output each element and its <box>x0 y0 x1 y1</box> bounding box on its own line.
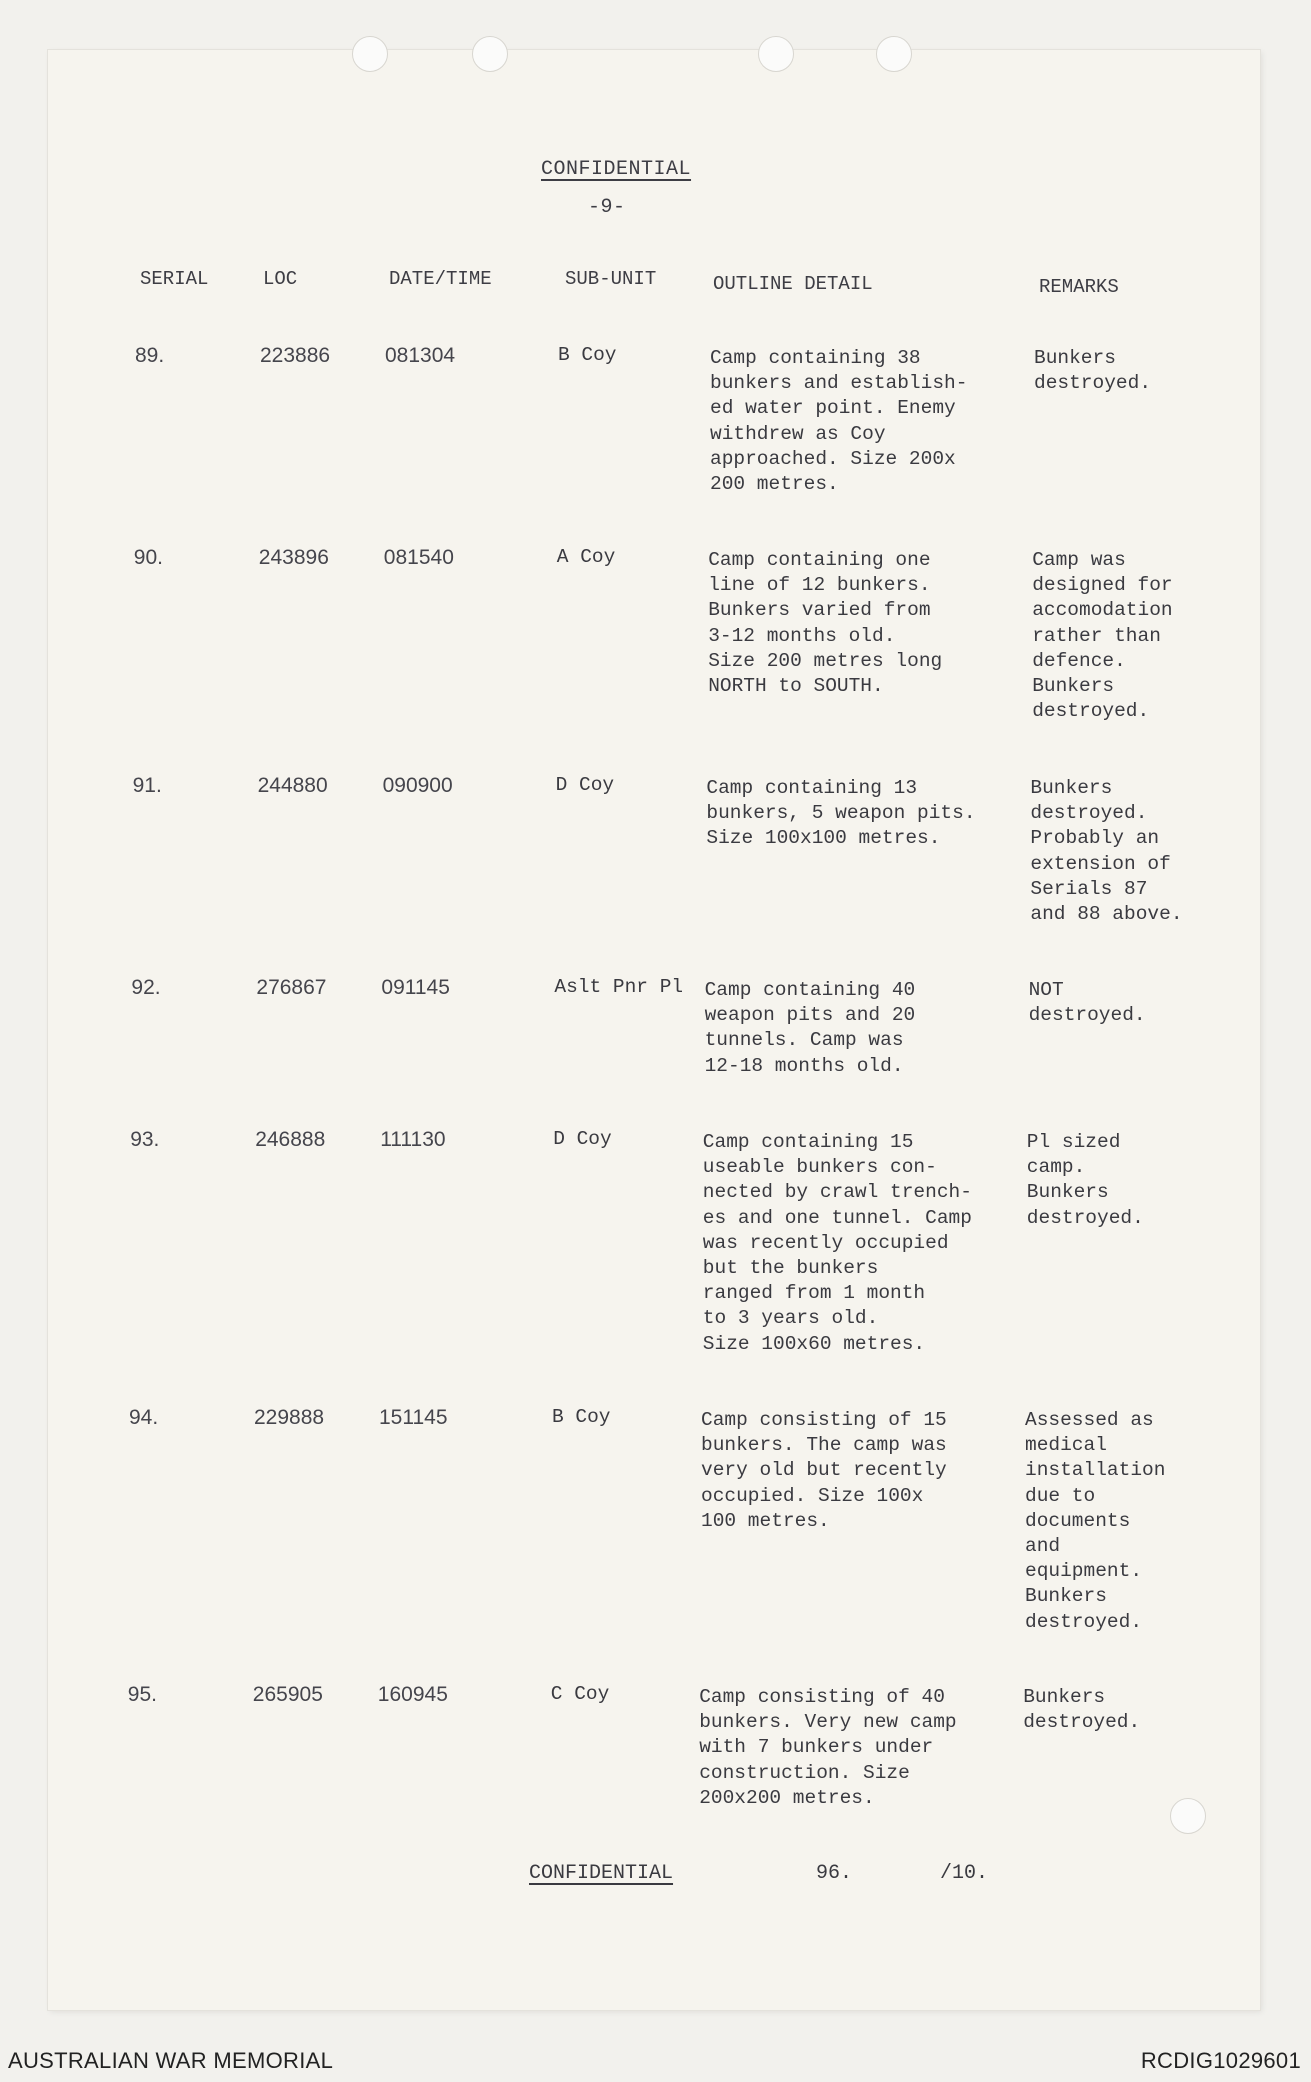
loc-cell: 243896 <box>258 546 329 569</box>
remarks-line: defence. <box>1032 649 1126 672</box>
detail-line: nected by crawl trench- <box>702 1181 972 1204</box>
subunit-cell: B Coy <box>558 344 617 366</box>
remarks-line: Bunkers <box>1032 675 1115 698</box>
column-header-remarks: REMARKS <box>1039 276 1119 298</box>
detail-line: NORTH to SOUTH. <box>708 675 884 698</box>
detail-line: ranged from 1 month <box>702 1282 926 1305</box>
subunit-cell: Aslt Pnr Pl <box>554 976 684 998</box>
detail-line: occupied. Size 100x <box>701 1484 924 1507</box>
serial-cell: 89. <box>135 344 165 367</box>
subunit-cell: D Coy <box>555 774 615 796</box>
detail-line: 200x200 metres. <box>699 1786 875 1809</box>
detail-line: Camp containing 13 <box>706 777 918 799</box>
datetime-cell: 091145 <box>381 976 450 999</box>
remarks-cell <box>1023 1685 1140 1735</box>
serial-cell: 94. <box>129 1406 159 1429</box>
remarks-cell <box>1030 776 1182 927</box>
outline-detail-cell <box>710 346 967 497</box>
remarks-line: Bunkers <box>1025 1585 1107 1608</box>
remarks-line: destroyed. <box>1032 700 1150 723</box>
detail-line: tunnels. Camp was <box>704 1029 904 1052</box>
loc-cell: 244880 <box>257 774 328 797</box>
detail-line: was recently occupied <box>702 1231 949 1254</box>
next-page-ref: /10. <box>940 1862 989 1885</box>
detail-line: 12-18 months old. <box>704 1054 904 1077</box>
datetime-cell: 090900 <box>382 774 453 797</box>
detail-line: line of 12 bunkers. <box>708 574 931 597</box>
remarks-line: installation <box>1025 1459 1166 1482</box>
detail-line: Camp consisting of 40 <box>699 1686 945 1708</box>
remarks-line: Bunkers <box>1034 347 1116 369</box>
remarks-line: Assessed as <box>1025 1409 1154 1431</box>
loc-cell: 276867 <box>256 976 327 999</box>
detail-line: approached. Size 200x <box>710 447 956 470</box>
remarks-line: destroyed. <box>1030 802 1148 825</box>
detail-line: to 3 years old. <box>702 1307 879 1330</box>
remarks-line: Pl sized <box>1026 1131 1121 1153</box>
detail-line: Camp containing 38 <box>710 347 921 369</box>
outline-detail-cell <box>703 1130 972 1357</box>
loc-cell: 265905 <box>252 1683 323 1706</box>
detail-line: but the bunkers <box>702 1257 879 1280</box>
detail-line: Size 100x60 metres. <box>702 1332 926 1355</box>
remarks-line: equipment. <box>1025 1560 1143 1583</box>
loc-cell: 246888 <box>255 1128 326 1151</box>
detail-line: bunkers and establish- <box>710 372 968 395</box>
datetime-cell: 081304 <box>385 344 456 367</box>
outline-detail-cell <box>701 1408 947 1534</box>
detail-line: Camp containing one <box>708 549 931 571</box>
subunit-cell: C Coy <box>550 1683 610 1705</box>
outline-detail-cell <box>708 548 942 699</box>
detail-line: 200 metres. <box>710 473 839 496</box>
archive-caption-left: AUSTRALIAN WAR MEMORIAL <box>8 2048 334 2073</box>
page-number: -9- <box>588 196 626 219</box>
detail-line: Size 100x100 metres. <box>706 827 941 850</box>
detail-line: very old but recently <box>701 1459 947 1482</box>
detail-line: construction. Size <box>699 1761 910 1784</box>
remarks-line: destroyed. <box>1023 1711 1141 1734</box>
outline-detail-cell <box>706 776 975 852</box>
remarks-line: rather than <box>1032 624 1161 647</box>
datetime-cell: 160945 <box>377 1683 448 1706</box>
detail-line: ed water point. Enemy <box>710 397 956 420</box>
remarks-line: and 88 above. <box>1030 903 1183 926</box>
subunit-cell: A Coy <box>556 546 616 568</box>
remarks-cell <box>1027 1130 1144 1231</box>
remarks-line: destroyed. <box>1034 372 1152 395</box>
classification-footer: CONFIDENTIAL <box>529 1862 674 1885</box>
remarks-line: and <box>1025 1535 1061 1558</box>
serial-cell: 90. <box>133 546 163 569</box>
detail-line: 3-12 months old. <box>708 624 896 647</box>
loc-cell: 223886 <box>260 344 331 367</box>
outline-detail-cell <box>699 1685 956 1811</box>
detail-line: Bunkers varied from <box>708 599 931 622</box>
remarks-line: destroyed. <box>1028 1004 1146 1027</box>
detail-line: with 7 bunkers under <box>699 1736 934 1759</box>
remarks-line: NOT <box>1028 979 1064 1001</box>
remarks-line: Serials 87 <box>1030 877 1148 900</box>
remarks-line: extension of <box>1030 852 1171 875</box>
archive-caption-right: RCDIG1029601 <box>1140 2048 1301 2073</box>
serial-cell: 93. <box>130 1128 160 1151</box>
detail-line: es and one tunnel. Camp <box>702 1206 972 1229</box>
column-header-subunit: SUB-UNIT <box>565 268 657 290</box>
punch-hole <box>758 36 794 72</box>
remarks-cell <box>1025 1408 1165 1635</box>
punch-hole <box>1170 1798 1206 1834</box>
remarks-cell <box>1032 548 1172 724</box>
subunit-cell: D Coy <box>553 1128 612 1150</box>
column-header-serial: SERIAL <box>140 268 209 290</box>
datetime-cell: 081540 <box>383 546 454 569</box>
punch-hole <box>352 36 388 72</box>
remarks-line: accomodation <box>1032 599 1173 622</box>
detail-line: weapon pits and 20 <box>704 1004 916 1027</box>
column-header-detail: OUTLINE DETAIL <box>713 273 873 295</box>
remarks-line: camp. <box>1026 1156 1086 1179</box>
detail-line: bunkers, 5 weapon pits. <box>706 802 976 825</box>
remarks-cell <box>1029 978 1146 1028</box>
detail-line: Size 200 metres long <box>708 649 943 672</box>
next-serial: 96. <box>816 1862 853 1885</box>
remarks-line: destroyed. <box>1026 1206 1144 1229</box>
remarks-line: designed for <box>1032 574 1173 597</box>
detail-line: bunkers. The camp was <box>701 1434 947 1457</box>
detail-line: useable bunkers con- <box>702 1156 937 1179</box>
detail-line: Camp containing 15 <box>702 1131 914 1153</box>
punch-hole <box>876 36 912 72</box>
detail-line: Camp consisting of 15 <box>701 1409 947 1431</box>
classification-header: CONFIDENTIAL <box>541 158 692 181</box>
detail-line: withdrew as Coy <box>710 422 886 445</box>
remarks-cell <box>1034 346 1151 396</box>
remarks-line: Camp was <box>1032 549 1126 571</box>
remarks-line: due to <box>1025 1484 1096 1507</box>
remarks-line: Bunkers <box>1026 1181 1109 1204</box>
remarks-line: Bunkers <box>1023 1686 1106 1708</box>
subunit-cell: B Coy <box>552 1406 611 1428</box>
punch-hole <box>472 36 508 72</box>
column-header-loc: LOC <box>263 268 298 290</box>
detail-line: 100 metres. <box>701 1509 830 1532</box>
datetime-cell: 111130 <box>380 1128 446 1151</box>
serial-cell: 91. <box>132 774 162 797</box>
serial-cell: 95. <box>127 1683 157 1706</box>
loc-cell: 229888 <box>254 1406 325 1429</box>
remarks-line: documents <box>1025 1509 1131 1532</box>
remarks-line: medical <box>1025 1434 1107 1457</box>
serial-cell: 92. <box>131 976 161 999</box>
outline-detail-cell <box>705 978 916 1079</box>
remarks-line: Bunkers <box>1030 777 1113 799</box>
column-header-datetime: DATE/TIME <box>389 268 492 290</box>
detail-line: bunkers. Very new camp <box>699 1711 957 1734</box>
remarks-line: destroyed. <box>1025 1610 1143 1633</box>
remarks-line: Probably an <box>1030 827 1160 850</box>
datetime-cell: 151145 <box>379 1406 448 1429</box>
detail-line: Camp containing 40 <box>704 979 916 1001</box>
